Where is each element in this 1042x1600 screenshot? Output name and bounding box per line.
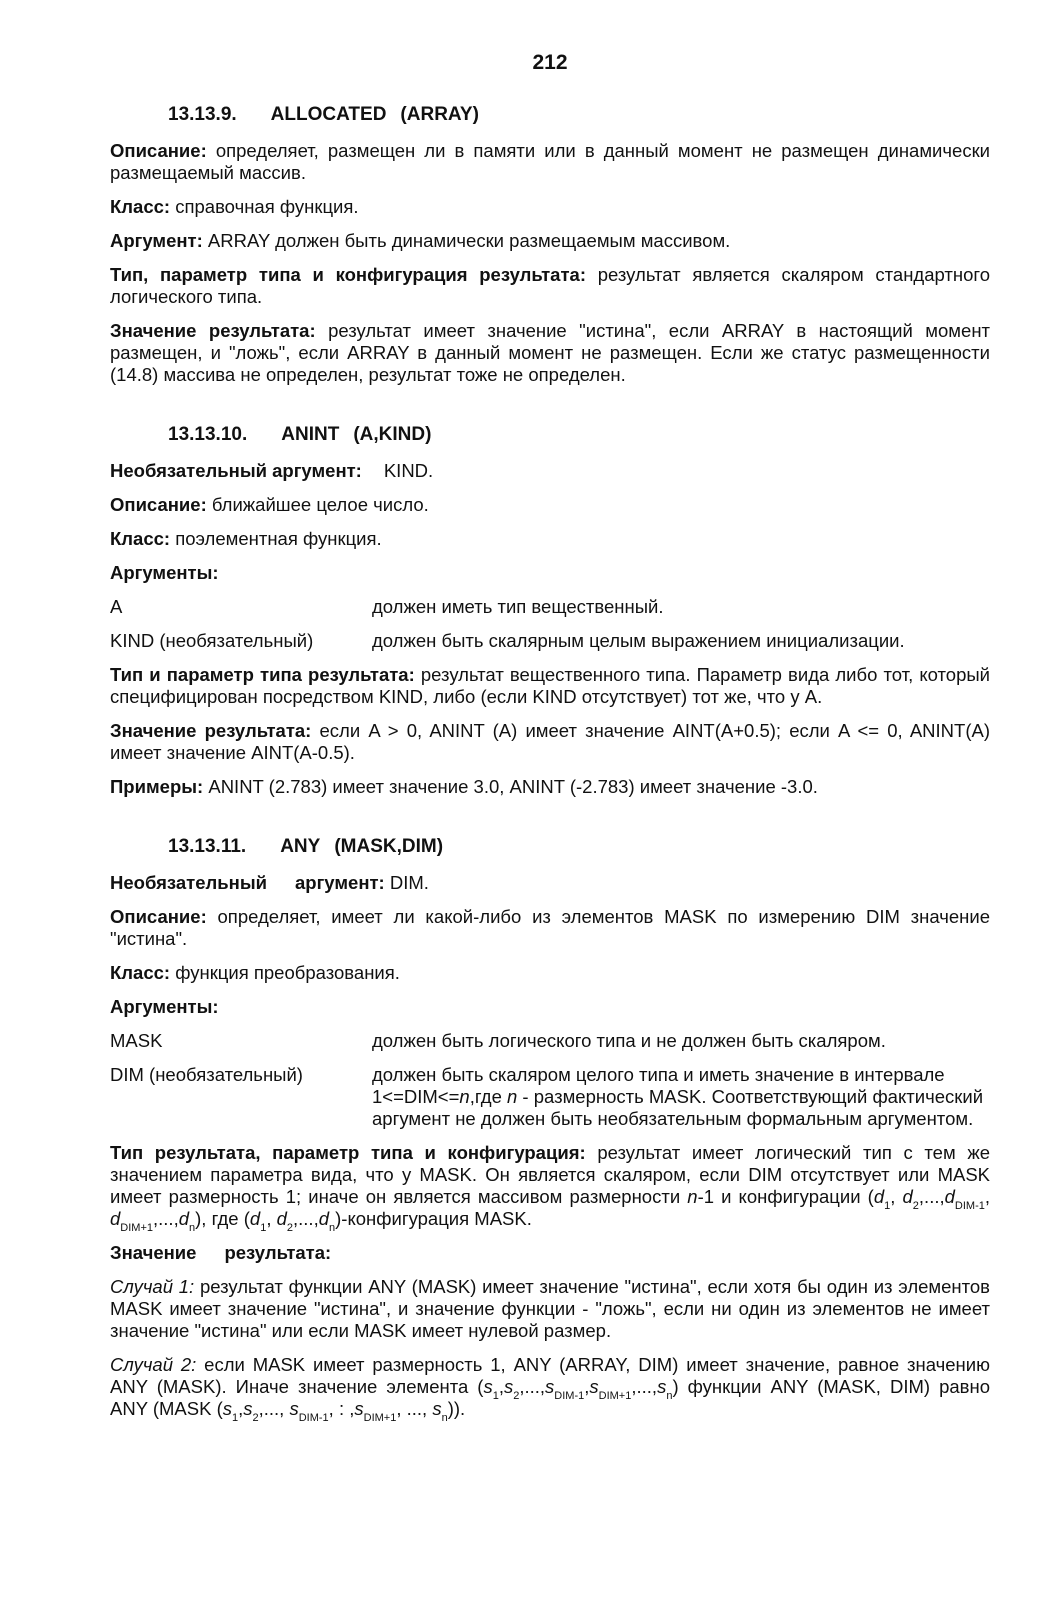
argument-name: KIND (необязательный) bbox=[110, 630, 314, 651]
section-heading bbox=[168, 104, 990, 126]
argument-description: должен иметь тип вещественный. bbox=[372, 596, 664, 617]
result-type-text: результат имеет логический тип с тем же значением параметра вида, что у MASK. Он является скаляром, если DIM отсутствует или MASK имеет размерность 1; иначе он является массивом размерности bbox=[110, 1142, 990, 1207]
result-type-paragraph bbox=[110, 664, 990, 708]
section-number: 13.13.10. bbox=[168, 424, 248, 445]
argument-description-part: - размерность MASK. Соответствующий фактический аргумент не должен быть необязательным формальным аргументом. bbox=[372, 1086, 984, 1129]
case-1-label: Случай 1: bbox=[110, 1276, 195, 1297]
variable-n: n bbox=[459, 1086, 470, 1107]
section-allocated bbox=[110, 104, 990, 386]
result-value-label: Значение результата: bbox=[110, 320, 316, 341]
argument-name: DIM (необязательный) bbox=[110, 1064, 303, 1085]
class-label: Класс: bbox=[110, 962, 171, 983]
result-type-text: -1 и конфигурации ( bbox=[697, 1186, 874, 1207]
argument-paragraph bbox=[110, 230, 990, 252]
case-2-text: ) функции ANY (MASK, DIM) равно ANY (MASK ( bbox=[110, 1376, 990, 1419]
result-type-paragraph: Тип результата, параметр типа и конфигурация: результат имеет логический тип с тем же значением параметра вида, что у MASK. Он является скаляром, если DIM отсутствует или MASK имеет размерность 1; иначе он является массивом размерности n-1 и конфигурации ($d_1$, $d_2,...,d_{DIM-1}$, $d_{DIM+1},...,d_n$), где ($d_1$, $d_2,...,d_n$)-конфигурация MASK. bbox=[110, 1142, 991, 1234]
argument-name: A bbox=[110, 596, 123, 617]
section-anint bbox=[110, 424, 990, 798]
case-2-text: )). bbox=[447, 1398, 466, 1419]
section-number: 13.13.9. bbox=[168, 104, 237, 125]
section-number: 13.13.11. bbox=[168, 836, 247, 857]
optional-argument-text: KIND. bbox=[383, 460, 434, 481]
description-text: определяет, размещен ли в памяти или в данный момент не размещен динамически размещаемый массив. bbox=[110, 140, 990, 183]
function-args: (MASK,DIM) bbox=[334, 836, 444, 857]
variable-n: n bbox=[507, 1086, 518, 1107]
description-label: Описание: bbox=[110, 140, 207, 161]
class-paragraph bbox=[110, 528, 990, 550]
argument-name: MASK bbox=[110, 1030, 163, 1051]
argument-row-a bbox=[110, 596, 990, 618]
description-paragraph bbox=[110, 494, 990, 516]
description-text: определяет, имеет ли какой-либо из элементов MASK по измерению DIM значение "истина". bbox=[110, 906, 990, 949]
function-args: (A,KIND) bbox=[353, 424, 432, 445]
result-value-paragraph bbox=[110, 320, 990, 386]
argument-row-mask bbox=[110, 1030, 990, 1052]
optional-argument-label: Необязательный bbox=[110, 872, 267, 893]
class-text: поэлементная функция. bbox=[175, 528, 382, 549]
argument-description bbox=[372, 1064, 990, 1130]
argument-text: ARRAY должен быть динамически размещаемым массивом. bbox=[207, 230, 731, 251]
result-value-label: Значение bbox=[110, 1242, 197, 1263]
function-args: (ARRAY) bbox=[400, 104, 479, 125]
result-type-label: Тип, параметр типа и конфигурация результата: bbox=[110, 264, 586, 285]
shape-formula: d bbox=[873, 1186, 885, 1207]
argument-description: должен быть логического типа и не должен быть скаляром. bbox=[372, 1030, 886, 1051]
argument-label: Аргумент: bbox=[110, 230, 203, 251]
examples-paragraph bbox=[110, 776, 990, 798]
optional-argument-paragraph bbox=[110, 872, 990, 894]
page-number: 212 bbox=[532, 51, 568, 74]
description-paragraph bbox=[110, 906, 990, 950]
class-text: функция преобразования. bbox=[175, 962, 400, 983]
case-1-paragraph bbox=[110, 1276, 990, 1342]
result-value-text: если A > 0, ANINT (A) имеет значение AINT(A+0.5); если A <= 0, ANINT(A) имеет значение AINT(A-0.5). bbox=[110, 720, 990, 763]
result-value-heading bbox=[110, 1242, 990, 1264]
arguments-heading bbox=[110, 562, 990, 584]
optional-argument-paragraph bbox=[110, 460, 990, 482]
argument-description-part: ,где bbox=[469, 1086, 507, 1107]
result-type-paragraph bbox=[110, 264, 990, 308]
result-type-label: Тип и параметр типа результата: bbox=[110, 664, 415, 685]
argument-description-part: должен быть скаляром целого типа и иметь значение в интервале 1<=DIM<= bbox=[372, 1064, 945, 1107]
class-paragraph bbox=[110, 962, 990, 984]
description-label: Описание: bbox=[110, 906, 207, 927]
arguments-label: Аргументы: bbox=[110, 996, 219, 1017]
result-type-text: ), где ( bbox=[195, 1208, 250, 1229]
argument-row-dim bbox=[110, 1064, 990, 1130]
arguments-label: Аргументы: bbox=[110, 562, 219, 583]
section-any bbox=[110, 836, 991, 1424]
document-page bbox=[110, 52, 990, 1458]
result-type-text: результат вещественного типа. Параметр вида либо тот, который специфицирован посредством KIND, либо (если KIND отсутствует) тот же, что у A. bbox=[110, 664, 991, 707]
description-paragraph bbox=[110, 140, 990, 184]
result-value-paragraph bbox=[110, 720, 990, 764]
optional-argument-label-2: аргумент: bbox=[295, 872, 385, 893]
section-heading bbox=[168, 836, 990, 858]
result-value-text: результат имеет значение "истина", если ARRAY в настоящий момент размещен, и "ложь", если ARRAY в данный момент не размещен. Если же статус размещенности (14.8) массива не определен, результат тоже не определен. bbox=[110, 320, 991, 385]
class-paragraph bbox=[110, 196, 990, 218]
result-value-label-2: результата: bbox=[224, 1242, 332, 1263]
examples-label: Примеры: bbox=[110, 776, 204, 797]
result-type-text: )-конфигурация MASK. bbox=[335, 1208, 532, 1229]
argument-row-kind bbox=[110, 630, 990, 652]
class-text: справочная функция. bbox=[175, 196, 359, 217]
variable-n: n bbox=[687, 1186, 698, 1207]
arguments-heading bbox=[110, 996, 990, 1018]
description-label: Описание: bbox=[110, 494, 207, 515]
class-label: Класс: bbox=[110, 528, 171, 549]
description-text: ближайшее целое число. bbox=[211, 494, 429, 515]
class-label: Класс: bbox=[110, 196, 171, 217]
section-heading bbox=[168, 424, 990, 446]
case-1-text: результат функции ANY (MASK) имеет значение "истина", если хотя бы один из элементов MASK имеет значение "истина", и значение функции - "ложь", если ни один из элементов не имеет значение "истина" или если MASK имеет нулевой размер. bbox=[110, 1276, 991, 1341]
case-2-paragraph: Случай 2: если MASK имеет размерность 1, ANY (ARRAY, DIM) имеет значение, равное значению ANY (MASK). Иначе значение элемента $(s_1,s_2,...,s_{DIM-1},s_{DIM+1},...,s_n)$ функции ANY (MASK, DIM) равно ANY (MASK ($s_1,s_2$,..., $s_{DIM-1}$, : $,s_{DIM+1}$, ..., $s_n$)). bbox=[110, 1354, 990, 1424]
result-type-label: Тип результата, параметр типа и конфигурация: bbox=[110, 1142, 586, 1163]
optional-argument-label: Необязательный аргумент: bbox=[110, 460, 362, 481]
function-name: ANINT bbox=[281, 424, 340, 445]
optional-argument-text: DIM. bbox=[389, 872, 429, 893]
case-2-text: если MASK имеет размерность 1, ANY (ARRAY, DIM) имеет значение, равное значению ANY (MASK). Иначе значение элемента ( bbox=[110, 1354, 990, 1397]
case-2-label: Случай 2: bbox=[110, 1354, 197, 1375]
function-name: ALLOCATED bbox=[270, 104, 387, 125]
result-value-label: Значение результата: bbox=[110, 720, 312, 741]
examples-text: ANINT (2.783) имеет значение 3.0, ANINT (-2.783) имеет значение -3.0. bbox=[208, 776, 818, 797]
function-name: ANY bbox=[280, 836, 321, 857]
argument-description: должен быть скалярным целым выражением инициализации. bbox=[372, 630, 905, 651]
result-type-text: результат является скаляром стандартного логического типа. bbox=[110, 264, 990, 307]
